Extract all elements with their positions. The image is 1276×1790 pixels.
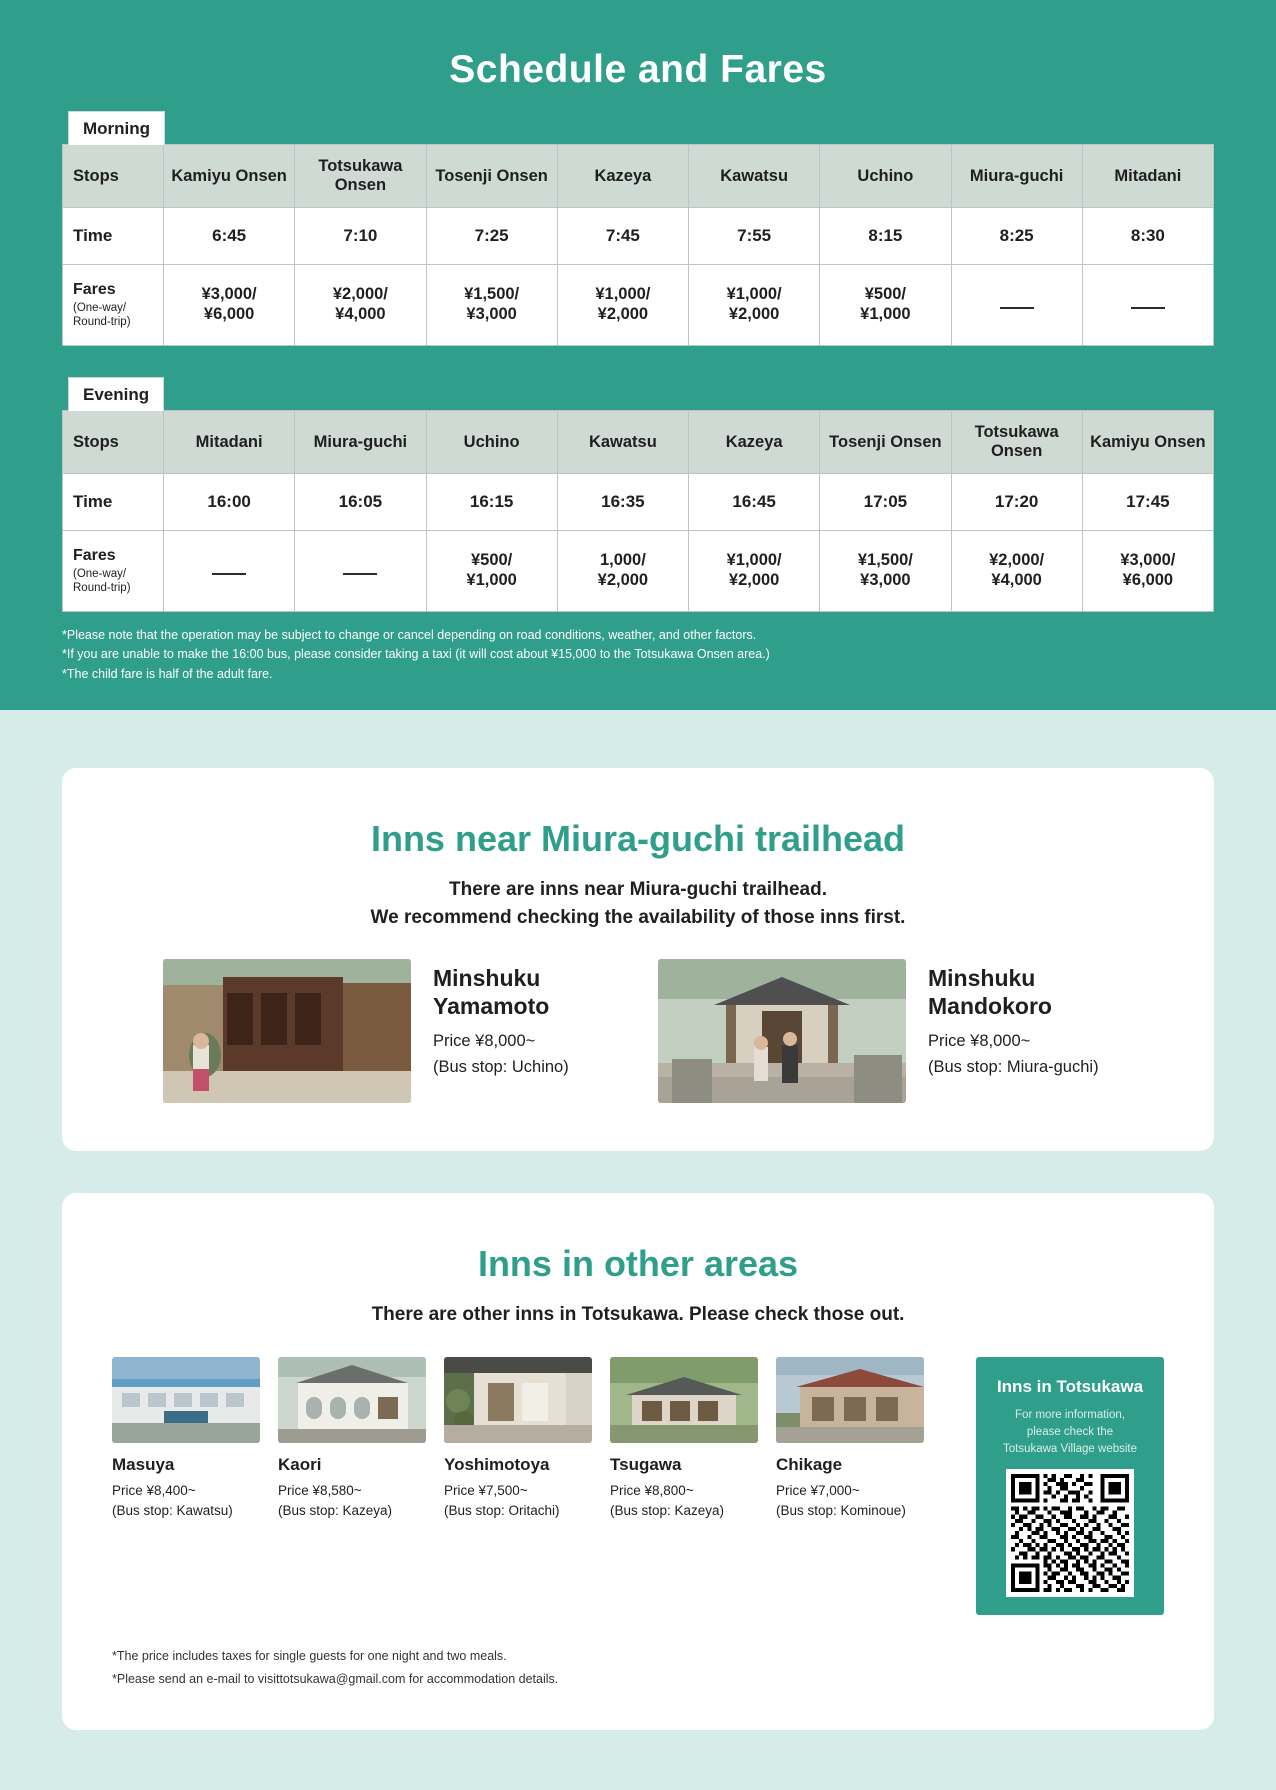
note-line: *The price includes taxes for single guests for one night and two meals.: [112, 1649, 507, 1664]
qr-info-box[interactable]: [976, 1357, 1164, 1615]
table-cell: ¥1,500/ ¥3,000: [820, 531, 951, 612]
evening-schedule-table: [62, 410, 1214, 612]
table-cell: 16:35: [557, 474, 688, 531]
table-row-time-evening: [63, 474, 1214, 531]
table-cell: 1,000/ ¥2,000: [557, 531, 688, 612]
table-cell: Uchino: [426, 411, 557, 474]
qr-box-line-2: please check the: [1026, 1425, 1114, 1438]
inn-text-mandokoro: [928, 959, 1113, 1080]
inn-card-kaori: [278, 1357, 426, 1522]
subtitle-line-1: There are inns near Miura-guchi trailhead.: [449, 879, 827, 901]
section-title-near-trailhead: Inns near Miura-guchi trailhead: [370, 818, 906, 860]
qr-box-title: Inns in Totsukawa: [996, 1376, 1144, 1396]
table-cell: ¥2,000/ ¥4,000: [951, 531, 1082, 612]
inn-bus-stop: (Bus stop: Kawatsu): [112, 1503, 233, 1519]
table-row-time-morning: [63, 208, 1214, 265]
row-label-fares: [63, 531, 164, 612]
inn-card-yamamoto: [163, 959, 618, 1103]
note-line: *If you are unable to make the 16:00 bus, please consider taking a taxi (it will cost about ¥15,000 to the Totsukawa Onsen area.): [62, 647, 770, 662]
table-cell: Miura-guchi: [951, 145, 1082, 208]
table-cell: Kamiyu Onsen: [164, 145, 295, 208]
table-cell: ¥2,000/ ¥4,000: [295, 265, 426, 346]
table-cell: Miura-guchi: [295, 411, 426, 474]
qr-box-line-3: Totsukawa Village website: [1002, 1442, 1138, 1455]
table-cell: 17:05: [820, 474, 951, 531]
photo-yoshimotoya: [444, 1357, 592, 1443]
table-cell: Kazeya: [557, 145, 688, 208]
table-cell: Mitadani: [1082, 145, 1213, 208]
table-cell: 8:15: [820, 208, 951, 265]
row-label-fares-text: Fares: [73, 281, 116, 299]
inn-price: Price ¥7,000~: [776, 1482, 860, 1498]
inn-name: Tsugawa: [610, 1454, 682, 1474]
qr-box-line-1: For more information,: [1015, 1408, 1125, 1421]
table-cell: 6:45: [164, 208, 295, 265]
morning-schedule-table: [62, 144, 1214, 346]
table-cell: ¥500/ ¥1,000: [426, 531, 557, 612]
inn-bus-stop: (Bus stop: Oritachi): [444, 1503, 560, 1519]
table-cell: 16:15: [426, 474, 557, 531]
table-cell: Uchino: [820, 145, 951, 208]
table-cell: ¥1,000/ ¥2,000: [689, 531, 820, 612]
inn-card-mandokoro: [658, 959, 1113, 1103]
other-areas-notes: [112, 1645, 1164, 1690]
inn-text-yamamoto: [433, 959, 618, 1080]
table-row-fares-morning: [63, 265, 1214, 346]
row-label-fares: [63, 265, 164, 346]
inn-bus-stop: (Bus stop: Uchino): [433, 1057, 569, 1076]
table-cell: ¥500/ ¥1,000: [820, 265, 951, 346]
table-cell: 7:45: [557, 208, 688, 265]
photo-kaori: [278, 1357, 426, 1443]
row-label-stops: Stops: [63, 145, 164, 208]
inn-price: Price ¥8,400~: [112, 1482, 196, 1498]
photo-minshuku-yamamoto: [163, 959, 411, 1103]
inn-grid: [112, 1357, 958, 1522]
table-cell: Tosenji Onsen: [426, 145, 557, 208]
table-cell: ¥3,000/ ¥6,000: [164, 265, 295, 346]
inn-list-near-trailhead: [112, 959, 1164, 1103]
note-line: *Please note that the operation may be subject to change or cancel depending on road conditions, weather, and other factors.: [62, 628, 757, 642]
inn-price: Price ¥8,800~: [610, 1482, 694, 1498]
section-subtitle-other-areas: There are other inns in Totsukawa. Please check those out.: [371, 1304, 905, 1326]
table-row-stops-morning: [63, 145, 1214, 208]
row-label-fares-sub: (One-way/ Round-trip): [73, 302, 131, 328]
table-cell: [295, 531, 426, 612]
inn-price: Price ¥7,500~: [444, 1482, 528, 1498]
table-cell: Kawatsu: [689, 145, 820, 208]
table-cell: ¥3,000/ ¥6,000: [1082, 531, 1213, 612]
table-cell: 7:10: [295, 208, 426, 265]
inn-name: Kaori: [278, 1454, 322, 1474]
table-cell: 8:30: [1082, 208, 1213, 265]
note-line: *Please send an e-mail to visittotsukawa@gmail.com for accommodation details.: [112, 1671, 559, 1686]
row-label-fares-text: Fares: [73, 547, 116, 565]
inn-card-yoshimotoya: [444, 1357, 592, 1522]
table-cell: Kazeya: [689, 411, 820, 474]
inn-card-chikage: [776, 1357, 924, 1522]
inn-price: Price ¥8,000~: [433, 1032, 536, 1051]
inn-price: Price ¥8,580~: [278, 1482, 362, 1498]
table-cell: Totsukawa Onsen: [951, 411, 1082, 474]
table-cell: 7:55: [689, 208, 820, 265]
table-cell: 16:05: [295, 474, 426, 531]
photo-minshuku-mandokoro: [658, 959, 906, 1103]
table-spacer: [62, 346, 1214, 376]
table-cell: ¥1,000/ ¥2,000: [557, 265, 688, 346]
table-cell: Mitadani: [164, 411, 295, 474]
inn-bus-stop: (Bus stop: Kazeya): [278, 1503, 393, 1519]
inns-other-areas-card: [62, 1193, 1214, 1730]
inn-bus-stop: (Bus stop: Kazeya): [610, 1503, 725, 1519]
note-line: *The child fare is half of the adult fare.: [62, 666, 273, 681]
inn-card-masuya: [112, 1357, 260, 1522]
photo-tsugawa: [610, 1357, 758, 1443]
qr-code-icon[interactable]: [1006, 1469, 1134, 1597]
inn-name: Chikage: [776, 1454, 843, 1474]
inn-bus-stop: (Bus stop: Kominoue): [776, 1503, 906, 1519]
table-cell: Totsukawa Onsen: [295, 145, 426, 208]
inn-bus-stop: (Bus stop: Miura-guchi): [928, 1057, 1099, 1076]
table-cell: [951, 265, 1082, 346]
table-cell: [1082, 265, 1213, 346]
schedule-and-fares-section: [0, 0, 1276, 710]
table-row-fares-evening: [63, 531, 1214, 612]
table-cell: 16:00: [164, 474, 295, 531]
inn-name: Minshuku Mandokoro: [928, 965, 1052, 1019]
table-cell: 17:45: [1082, 474, 1213, 531]
photo-chikage: [776, 1357, 924, 1443]
table-cell: ¥1,500/ ¥3,000: [426, 265, 557, 346]
photo-masuya: [112, 1357, 260, 1443]
table-cell: 7:25: [426, 208, 557, 265]
inn-grid-wrap: [112, 1357, 1164, 1615]
section-subtitle-near-trailhead: [112, 876, 1164, 931]
table-cell: ¥1,000/ ¥2,000: [689, 265, 820, 346]
row-label-time: Time: [63, 208, 164, 265]
table-cell: 16:45: [689, 474, 820, 531]
table-cell: Kamiyu Onsen: [1082, 411, 1213, 474]
table-cell: 8:25: [951, 208, 1082, 265]
evening-tag: Evening: [68, 377, 164, 411]
inns-near-trailhead-card: [62, 768, 1214, 1151]
row-label-fares-sub: (One-way/ Round-trip): [73, 568, 131, 594]
section-title-other-areas: Inns in other areas: [477, 1243, 799, 1285]
row-label-stops: Stops: [63, 411, 164, 474]
schedule-notes: [62, 626, 1214, 684]
inn-card-tsugawa: [610, 1357, 758, 1522]
table-cell: Kawatsu: [557, 411, 688, 474]
table-cell: Tosenji Onsen: [820, 411, 951, 474]
morning-tag: Morning: [68, 111, 165, 145]
page-title: Schedule and Fares: [449, 48, 827, 91]
table-cell: [164, 531, 295, 612]
inn-name: Yoshimotoya: [444, 1454, 550, 1474]
subtitle-line-2: We recommend checking the availability of those inns first.: [370, 906, 906, 928]
table-row-stops-evening: [63, 411, 1214, 474]
table-cell: 17:20: [951, 474, 1082, 531]
inn-name: Masuya: [112, 1454, 175, 1474]
row-label-time: Time: [63, 474, 164, 531]
inn-name: Minshuku Yamamoto: [433, 965, 550, 1019]
inn-price: Price ¥8,000~: [928, 1032, 1031, 1051]
